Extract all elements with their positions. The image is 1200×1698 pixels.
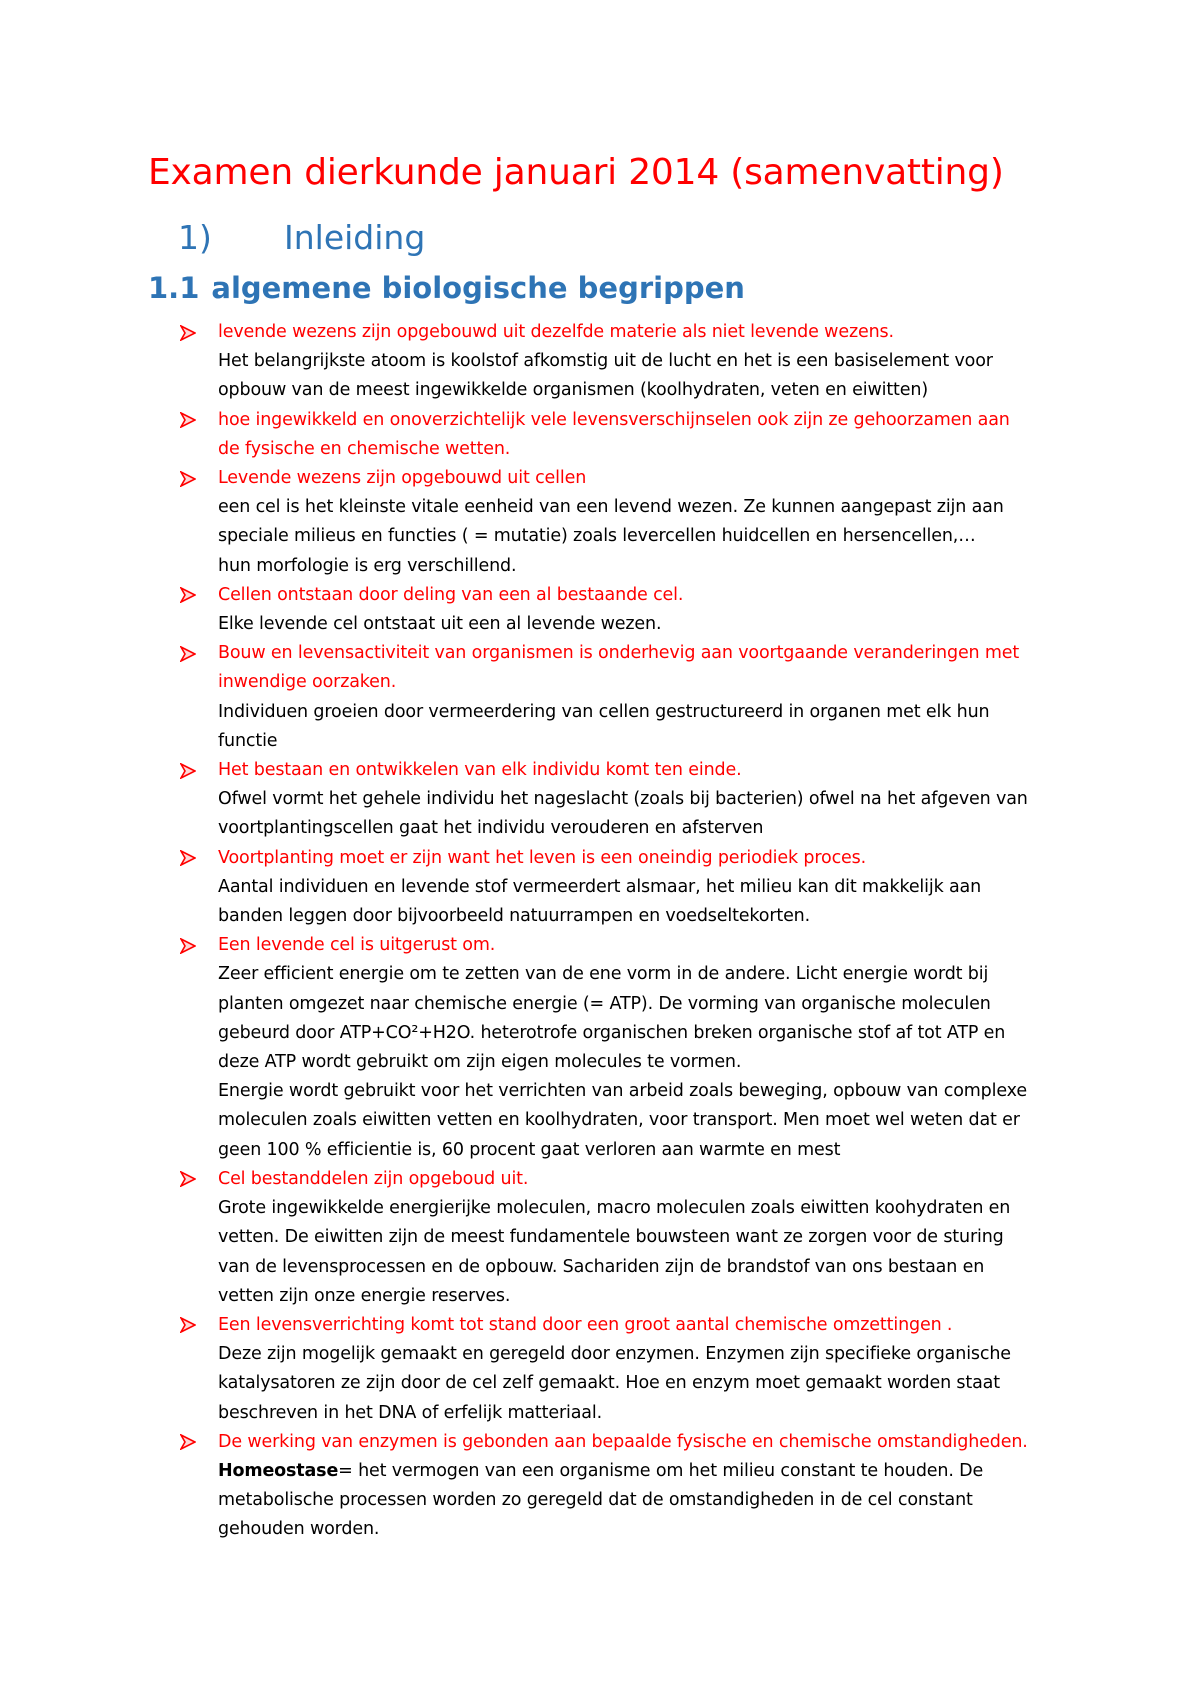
bullet-explanation: opbouw van de meest ingewikkelde organismen (koolhydraten, veten en eiwitten) <box>218 380 928 401</box>
arrow-bullet-icon <box>180 1311 200 1340</box>
bullet-statement: Levende wezens zijn opgebouwd uit cellen <box>218 468 587 489</box>
bullet-explanation: gebeurd door ATP+CO²+H2O. heterotrofe organischen breken organische stof af tot ATP en <box>218 1022 1006 1043</box>
bullet-explanation: Ofwel vormt het gehele individu het nageslacht (zoals bij bacterien) ofwel na het afgeven van <box>218 789 1028 810</box>
bullet-explanation: hun morfologie is erg verschillend. <box>218 555 517 576</box>
subsection-number: 1.1 <box>148 271 200 305</box>
bullet-explanation: Zeer efficient energie om te zetten van de ene vorm in de andere. Licht energie wordt bij <box>218 964 989 985</box>
section-title: Inleiding <box>284 218 426 257</box>
bullet-statement: Een levende cel is uitgerust om. <box>218 935 496 956</box>
bullet-statement: Het bestaan en ontwikkelen van elk individu komt ten einde. <box>218 760 742 781</box>
bullet-statement: Bouw en levensactiviteit van organismen is onderhevig aan voortgaande veranderingen met <box>218 643 1020 664</box>
arrow-bullet-icon <box>180 1165 200 1194</box>
bullet-explanation: metabolische processen worden zo geregeld dat de omstandigheden in de cel constant <box>218 1490 973 1511</box>
bullet-statement: Voortplanting moet er zijn want het leven is een oneindig periodiek proces. <box>218 847 867 868</box>
bullet-item <box>148 581 1080 639</box>
term-bold: Homeostase <box>218 1460 339 1481</box>
bullet-statement: de fysische en chemische wetten. <box>218 438 511 459</box>
bullet-explanation: Deze zijn mogelijk gemaakt en geregeld door enzymen. Enzymen zijn specifieke organische <box>218 1344 1011 1365</box>
bullet-explanation: van de levensprocessen en de opbouw. Sachariden zijn de brandstof van ons bestaan en <box>218 1256 985 1277</box>
bullet-item <box>148 1428 1080 1545</box>
bullet-explanation: deze ATP wordt gebruikt om zijn eigen molecules te vormen. <box>218 1052 742 1073</box>
arrow-bullet-icon <box>180 844 200 873</box>
bullet-explanation: Aantal individuen en levende stof vermeerdert alsmaar, het milieu kan dit makkelijk aan <box>218 876 982 897</box>
bullet-explanation: een cel is het kleinste vitale eenheid van een levend wezen. Ze kunnen aangepast zijn aan <box>218 497 1004 518</box>
bullet-explanation: geen 100 % efficientie is, 60 procent gaat verloren aan warmte en mest <box>218 1139 841 1160</box>
bullet-explanation: Individuen groeien door vermeerdering van cellen gestructureerd in organen met elk hun <box>218 701 990 722</box>
bullet-statement: levende wezens zijn opgebouwd uit dezelfde materie als niet levende wezens. <box>218 322 894 342</box>
bullet-explanation: banden leggen door bijvoorbeeld natuurrampen en voedseltekorten. <box>218 906 811 927</box>
bullet-item <box>148 639 1080 756</box>
bullet-item <box>148 1165 1080 1311</box>
bullet-explanation: Grote ingewikkelde energierijke moleculen, macro moleculen zoals eiwitten koohydraten en <box>218 1198 1011 1219</box>
arrow-bullet-icon <box>180 581 200 610</box>
bullet-explanation: vetten zijn onze energie reserves. <box>218 1285 511 1306</box>
bullet-explanation: voortplantingscellen gaat het individu verouderen en afsterven <box>218 818 764 839</box>
bullet-statement: hoe ingewikkeld en onoverzichtelijk vele levensverschijnselen ook zijn ze gehoorzamen aan <box>218 409 1010 430</box>
bullet-statement: inwendige oorzaken. <box>218 672 397 693</box>
bullet-statement: De werking van enzymen is gebonden aan bepaalde fysische en chemische omstandigheden. <box>218 1431 1028 1452</box>
bullet-item <box>148 1311 1080 1428</box>
arrow-bullet-icon <box>180 1428 200 1457</box>
bullet-explanation: Energie wordt gebruikt voor het verrichten van arbeid zoals beweging, opbouw van complexe <box>218 1081 1027 1102</box>
bullet-item <box>148 318 1080 406</box>
arrow-bullet-icon <box>180 931 200 960</box>
bullet-explanation: katalysatoren ze zijn door de cel zelf gemaakt. Hoe en enzym moet gemaakt worden staat <box>218 1373 1000 1394</box>
arrow-bullet-icon <box>180 756 200 785</box>
section-heading-inleiding <box>178 216 1080 260</box>
subsection-heading <box>148 268 1080 308</box>
bullet-explanation <box>218 1457 1080 1486</box>
bullet-item <box>148 406 1080 464</box>
bullet-statement: Cellen ontstaan door deling van een al bestaande cel. <box>218 584 684 605</box>
bullet-item <box>148 756 1080 844</box>
arrow-bullet-icon <box>180 318 200 347</box>
subsection-title: algemene biologische begrippen <box>211 271 745 305</box>
bullet-item <box>148 464 1080 581</box>
term-definition: = het vermogen van een organisme om het milieu constant te houden. De <box>338 1460 984 1481</box>
bullet-explanation: gehouden worden. <box>218 1519 380 1540</box>
bullet-item <box>148 844 1080 932</box>
section-number: 1) <box>178 218 212 257</box>
bullet-explanation: planten omgezet naar chemische energie (= ATP). De vorming van organische moleculen <box>218 993 991 1014</box>
document-title: Examen dierkunde januari 2014 (samenvatting) <box>148 152 1004 193</box>
bullet-item <box>148 931 1080 1165</box>
bullet-statement: Cel bestanddelen zijn opgeboud uit. <box>218 1168 529 1189</box>
arrow-bullet-icon <box>180 406 200 435</box>
bullet-explanation: functie <box>218 730 278 751</box>
bullet-explanation: moleculen zoals eiwitten vetten en koolhydraten, voor transport. Men moet wel weten dat er <box>218 1110 1020 1131</box>
bullet-explanation: beschreven in het DNA of erfelijk matteriaal. <box>218 1402 603 1423</box>
bullet-explanation: Elke levende cel ontstaat uit een al levende wezen. <box>218 614 662 635</box>
bullet-explanation: vetten. De eiwitten zijn de meest fundamentele bouwsteen want ze zorgen voor de sturing <box>218 1227 1004 1248</box>
bullet-explanation: Het belangrijkste atoom is koolstof afkomstig uit de lucht en het is een basiselement voor <box>218 351 993 372</box>
arrow-bullet-icon <box>180 639 200 668</box>
bullet-explanation: speciale milieus en functies ( = mutatie) zoals levercellen huidcellen en hersencellen,… <box>218 526 976 547</box>
bullet-statement: Een levensverrichting komt tot stand door een groot aantal chemische omzettingen . <box>218 1314 953 1335</box>
bullet-list <box>148 318 1080 1545</box>
arrow-bullet-icon <box>180 464 200 493</box>
